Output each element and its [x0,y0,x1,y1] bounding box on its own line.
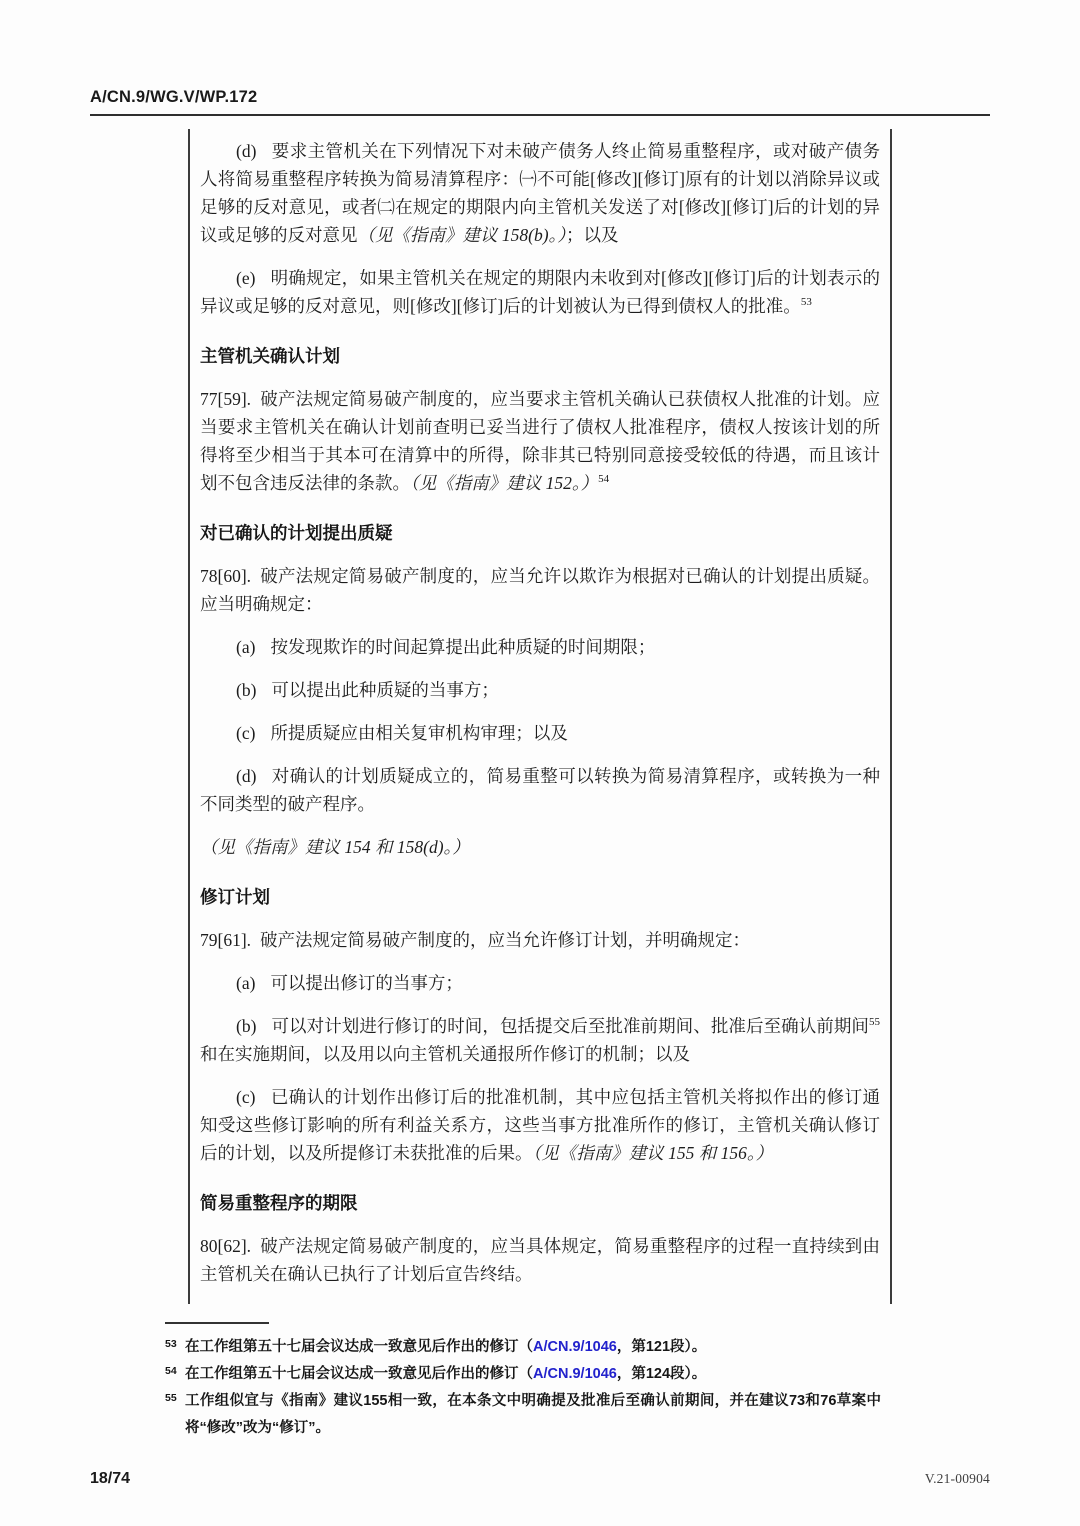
document-number: V.21-00904 [924,1471,990,1486]
document-link[interactable]: A/CN.9/1046 [533,1366,617,1382]
footnote-separator [165,1322,269,1324]
paragraph-label: 80[62]. [200,1236,252,1256]
text-run: 明确规定，如果主管机关在规定的期限内未收到对[修改][修订]后的计划表示的异议或足够的反对意见，则[修改][修订]后的计划被认为已得到债权人的批准。 [200,268,880,316]
text-run: 所提质疑应由相关复审机构审理；以及 [270,723,568,743]
text-run: 可以对计划进行修订的时间，包括提交后至批准前期间、批准后至确认前期间 [271,1016,869,1036]
section-heading: 对已确认的计划提出质疑 [200,523,393,543]
text-run: 和在实施期间，以及用以向主管机关通报所作修订的机制；以及 [200,1044,690,1064]
text-run: 破产法规定简易破产制度的，应当允许修订计划，并明确规定： [260,930,751,950]
paragraph-label: (e) [236,268,256,288]
footnote-marker: 54 [165,1365,177,1377]
paragraph-label: 78[60]. [200,566,252,586]
section-heading: 简易重整程序的期限 [200,1193,358,1213]
footnote-reference: 54 [598,473,610,486]
paragraph [200,1012,880,1068]
footnote-reference: 53 [800,296,812,309]
paragraph [200,1083,880,1167]
text-run: 可以提出此种质疑的当事方； [271,680,499,700]
paragraph [200,633,880,661]
text-run: 在工作组第五十七届会议达成一致意见后作出的修订（ [185,1339,533,1355]
text-run: ；以及 [566,225,619,245]
paragraph-label: 79[61]. [200,930,252,950]
footnote-list [165,1334,990,1442]
text-run: 破产法规定简易破产制度的，应当要求主管机关确认已获债权人批准的计划。应当要求主管机关在确认计划前查明已妥当进行了债权人批准程序，债权人按该计划的所得将至少相当于其本可在清算中的所得，除非其已特别同意接受较低的待遇，而且该计划不包含违反法律的条款。 [200,389,880,493]
header-rule [90,114,990,116]
text-run: ，第124段）。 [616,1366,707,1382]
text-run: 在工作组第五十七届会议达成一致意见后作出的修订（ [185,1366,533,1382]
paragraph [200,562,880,618]
text-run: 工作组似宜与《指南》建议155相一致，在本条文中明确提及批准后至确认前期间，并在建议73和76草案中将“修改”改为“修订”。 [185,1393,881,1436]
paragraph [200,1232,880,1288]
footnotes-section [165,1322,990,1442]
footnote-marker: 53 [165,1338,177,1350]
document-symbol: A/CN.9/WG.V/WP.172 [90,88,258,106]
paragraph-label: (d) [236,141,257,161]
paragraph-label: (c) [236,723,256,743]
body-content-revision-marked [188,129,892,1304]
document-link[interactable]: A/CN.9/1046 [533,1339,617,1355]
paragraph-label: (b) [236,680,257,700]
text-run: 对确认的计划质疑成立的，简易重整可以转换为简易清算程序，或转换为一种不同类型的破产程序。 [200,766,880,814]
paragraph [200,137,880,249]
section-heading: 修订计划 [200,887,270,907]
footnote [165,1388,881,1442]
text-run: 要求主管机关在下列情况下对未破产债务人终止简易重整程序，或对破产债务人将简易重整程序转换为简易清算程序：㈠不可能[修改][修订]原有的计划以消除异议或足够的反对意见，或者㈡在规定的期限内向主管机关发送了对[修改][修订]后的计划的异议或足够的反对意见 [200,141,880,245]
paragraph [200,676,880,704]
paragraph [200,833,880,861]
text-run: 破产法规定简易破产制度的，应当具体规定，简易重整程序的过程一直持续到由主管机关在确认已执行了计划后宣告终结。 [200,1236,880,1284]
page-number: 18/74 [90,1470,131,1487]
page-header [90,88,990,116]
paragraph [200,926,880,954]
footnote-text [185,1361,881,1388]
guide-reference: （见《指南》建议 155 和 156。） [532,1143,774,1163]
paragraph-label: 77[59]. [200,389,252,409]
guide-reference: （见《指南》建议 152。） [410,473,599,493]
text-run: 破产法规定简易破产制度的，应当允许以欺诈为根据对已确认的计划提出质疑。应当明确规定： [200,566,880,614]
paragraph-label: (a) [236,637,256,657]
guide-reference: （见《指南》建议 158(b)。） [357,225,567,245]
paragraph-label: (c) [236,1087,256,1107]
guide-reference: （见《指南》建议 154 和 158(d)。） [200,837,470,857]
paragraph-label: (b) [236,1016,257,1036]
paragraph [200,969,880,997]
footnote-marker: 55 [165,1392,177,1404]
footnote-text [185,1334,881,1361]
text-run: ，第121段）。 [616,1339,707,1355]
paragraph [200,385,880,497]
text-run: 按发现欺诈的时间起算提出此种质疑的时间期限； [270,637,656,657]
page-footer [90,1470,990,1488]
paragraph [200,719,880,747]
section-heading: 主管机关确认计划 [200,346,340,366]
footnote [165,1361,881,1388]
body-blocks [200,137,880,1288]
text-run: 可以提出修订的当事方； [270,973,463,993]
footnote [165,1334,881,1361]
footnote-reference: 55 [869,1016,880,1029]
paragraph [200,264,880,320]
footnote-text [185,1388,881,1442]
paragraph-label: (d) [236,766,257,786]
text-run: 已确认的计划作出修订后的批准机制，其中应包括主管机关将拟作出的修订通知受这些修订影响的所有利益关系方，这些当事方批准所作的修订，主管机关确认修订后的计划，以及所提修订未获批准的后果。 [200,1087,880,1163]
paragraph [200,762,880,818]
paragraph-label: (a) [236,973,256,993]
